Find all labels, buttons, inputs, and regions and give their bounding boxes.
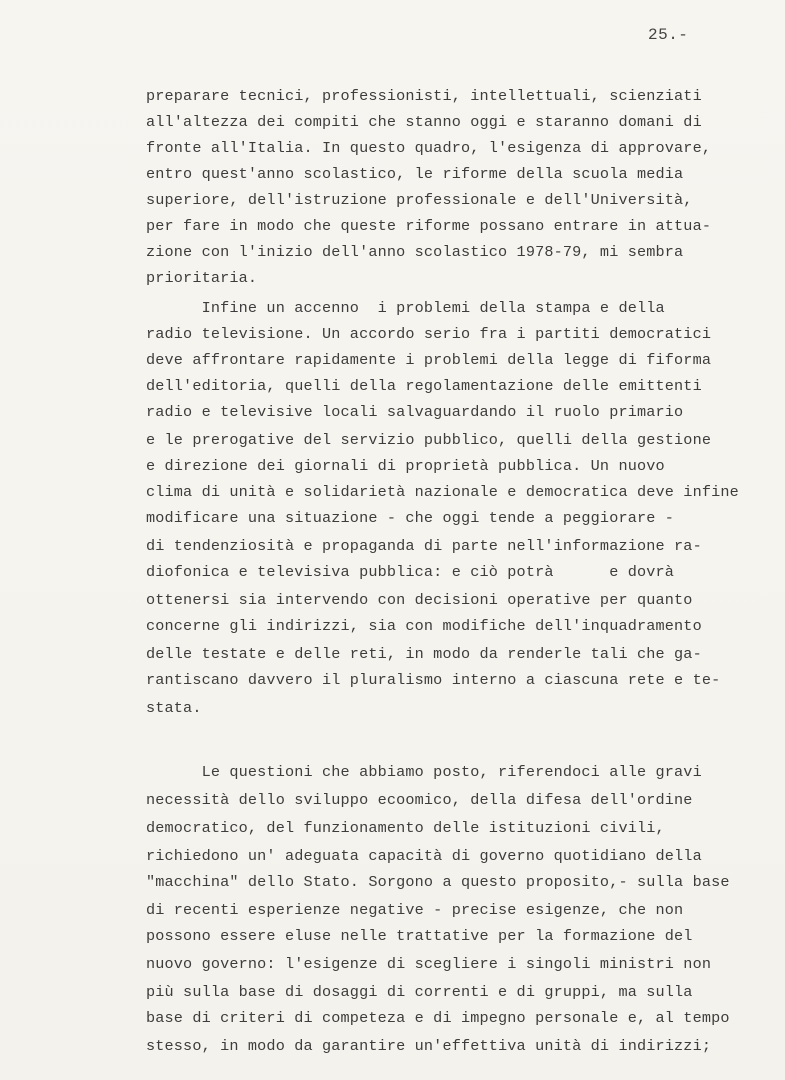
text-line: per fare in modo che queste riforme possano entrare in attua-	[146, 217, 712, 235]
text-line: radio e televisive locali salvaguardando il ruolo primario	[146, 403, 684, 421]
text-line: "macchina" dello Stato. Sorgono a questo proposito,- sulla base	[146, 873, 730, 891]
text-line: ottenersi sia intervendo con decisioni operative per quanto	[146, 591, 693, 609]
text-line: delle testate e delle reti, in modo da renderle tali che ga-	[146, 645, 702, 663]
text-line: Le questioni che abbiamo posto, riferendoci alle gravi	[146, 763, 702, 781]
text-line: rantiscano davvero il pluralismo interno a ciascuna rete e te-	[146, 671, 721, 689]
text-line: all'altezza dei compiti che stanno oggi e staranno domani di	[146, 113, 702, 131]
text-line: Infine un accenno i problemi della stampa e della	[146, 299, 665, 317]
text-line: stesso, in modo da garantire un'effettiva unità di indirizzi;	[146, 1037, 712, 1055]
text-line: preparare tecnici, professionisti, intellettuali, scienziati	[146, 87, 702, 105]
text-line: diofonica e televisiva pubblica: e ciò potrà e dovrà	[146, 563, 675, 581]
text-line: di recenti esperienze negative - precise esigenze, che non	[146, 901, 684, 919]
text-line: zione con l'inizio dell'anno scolastico 1978-79, mi sembra	[146, 243, 684, 261]
page-number: 25.-	[648, 26, 689, 44]
text-line: superiore, dell'istruzione professionale e dell'Università,	[146, 191, 693, 209]
text-line: stata.	[146, 699, 202, 717]
text-line: più sulla base di dosaggi di correnti e di gruppi, ma sulla	[146, 983, 693, 1001]
text-line: dell'editoria, quelli della regolamentazione delle emittenti	[146, 377, 702, 395]
text-line: prioritaria.	[146, 269, 258, 287]
text-line: di tendenziosità e propaganda di parte nell'informazione ra-	[146, 537, 702, 555]
text-line: entro quest'anno scolastico, le riforme della scuola media	[146, 165, 684, 183]
text-line: base di criteri di competeza e di impegno personale e, al tempo	[146, 1009, 730, 1027]
text-line: possono essere eluse nelle trattative per la formazione del	[146, 927, 693, 945]
text-line: fronte all'Italia. In questo quadro, l'esigenza di approvare,	[146, 139, 712, 157]
text-line: radio televisione. Un accordo serio fra i partiti democratici	[146, 325, 712, 343]
text-line: democratico, del funzionamento delle istituzioni civili,	[146, 819, 665, 837]
text-line: necessità dello sviluppo ecoomico, della difesa dell'ordine	[146, 791, 693, 809]
text-line: clima di unità e solidarietà nazionale e democratica deve infine	[146, 483, 739, 501]
text-line: e direzione dei giornali di proprietà pubblica. Un nuovo	[146, 457, 665, 475]
text-line: modificare una situazione - che oggi tende a peggiorare -	[146, 509, 675, 527]
text-line: nuovo governo: l'esigenze di scegliere i singoli ministri non	[146, 955, 712, 973]
text-line: richiedono un' adeguata capacità di governo quotidiano della	[146, 847, 702, 865]
text-line: concerne gli indirizzi, sia con modifiche dell'inquadramento	[146, 617, 702, 635]
text-line: e le prerogative del servizio pubblico, quelli della gestione	[146, 431, 712, 449]
text-line: deve affrontare rapidamente i problemi della legge di fiforma	[146, 351, 712, 369]
